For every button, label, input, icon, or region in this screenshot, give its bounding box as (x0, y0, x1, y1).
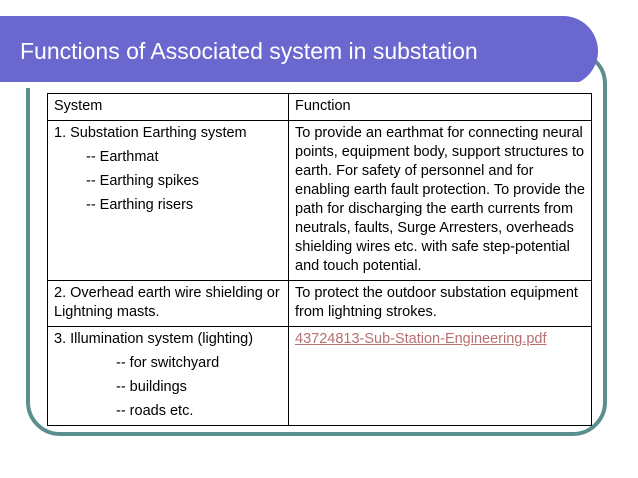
table-row (48, 121, 592, 281)
system-sub-item: -- roads etc. (116, 403, 194, 419)
system-name: 3. Illumination system (lighting) (54, 331, 254, 347)
functions-table (47, 93, 592, 426)
system-cell: 2. Overhead earth wire shielding or Lightning masts. (48, 281, 289, 327)
function-cell (289, 327, 592, 426)
title-underline-strip (0, 82, 598, 88)
system-cell (48, 327, 289, 426)
table-row (48, 281, 592, 327)
function-cell: To protect the outdoor substation equipment from lightning strokes. (289, 281, 592, 327)
system-sub-item: -- buildings (116, 379, 187, 395)
pdf-document-link[interactable]: 43724813-Sub-Station-Engineering.pdf (295, 331, 547, 347)
system-sub-item: -- Earthing risers (86, 197, 194, 213)
system-name: 1. Substation Earthing system (54, 125, 247, 141)
slide-title: Functions of Associated system in substation (20, 38, 478, 64)
system-cell (48, 121, 289, 281)
header-system: System (48, 94, 289, 121)
table-header-row (48, 94, 592, 121)
system-sub-item: -- for switchyard (116, 355, 220, 371)
function-cell: To provide an earthmat for connecting neural points, equipment body, support structures to earth. For safety of personnel and for enabling earth fault protection. To provide the path for discharging the earth currents from neutrals, faults, Surge Arresters, overheads shielding wires etc. with safe step-potential and touch potential. (289, 121, 592, 281)
header-function: Function (289, 94, 592, 121)
system-sub-item: -- Earthing spikes (86, 173, 199, 189)
table-row (48, 327, 592, 426)
system-sub-item: -- Earthmat (86, 149, 159, 165)
